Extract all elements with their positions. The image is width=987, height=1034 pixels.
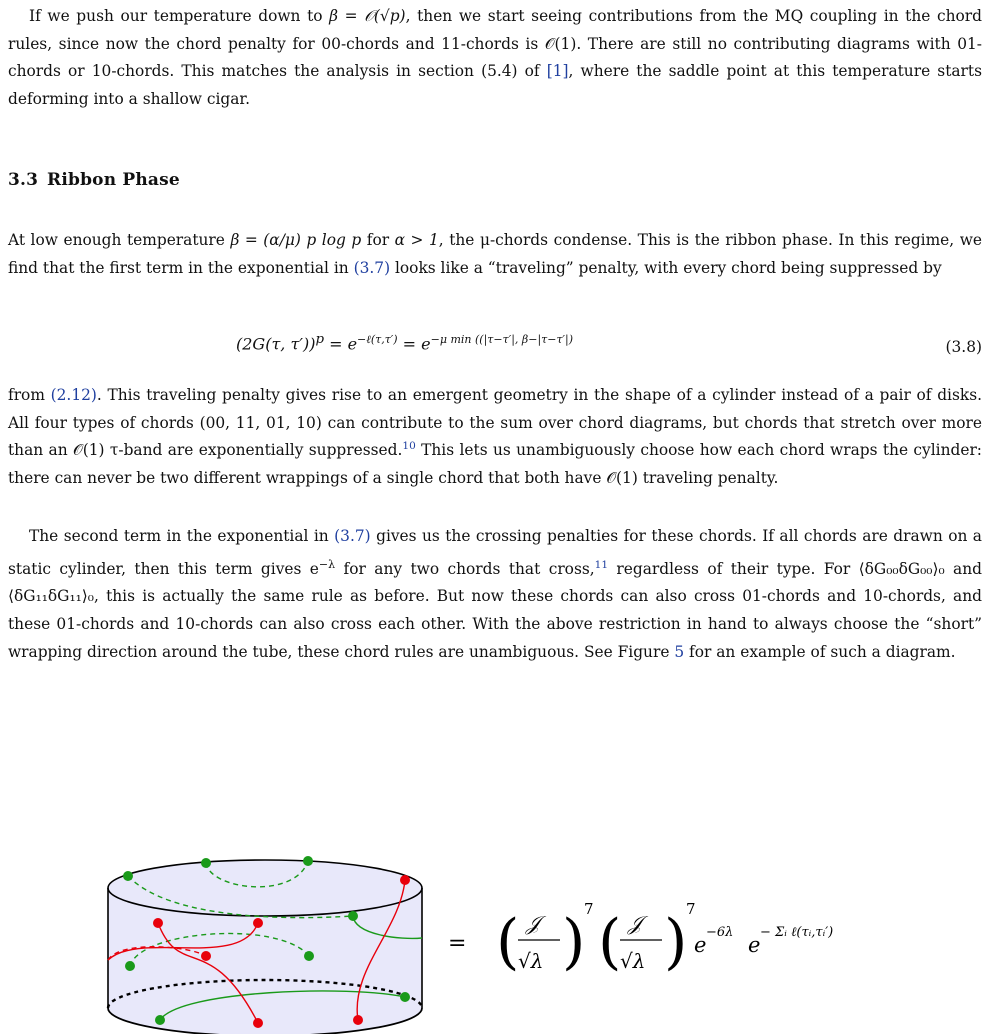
figure-equation-svg [448,892,888,992]
beta-expression: β = (α/μ) p log p [230,231,362,249]
left-paren: ( [598,907,622,977]
green-node [123,871,133,881]
equals-sign: = [448,931,467,956]
equation-lhs: (2G(τ, τ′)) [236,334,316,354]
green-node [400,992,410,1002]
text: , where the saddle point at this temperature starts deforming into a shallow cigar. [8,62,982,108]
exp-base: e [748,933,761,957]
right-paren: ) [562,907,586,977]
text: At low enough temperature [8,231,231,249]
text: looks like a “traveling” penalty, with every chord being suppressed by [390,258,942,277]
text: The second term in the exponential in [29,527,335,545]
text: for any two chords that cross, [335,559,595,578]
red-node [153,918,163,928]
green-node [201,858,211,868]
figure-equation [448,892,888,992]
equation-rhs-exponent: −μ min ((|τ−τ′|, β−|τ−τ′|) [430,333,574,346]
right-paren: ) [664,907,688,977]
equation-term: = e [323,334,358,354]
text: for [361,231,395,249]
fraction-numerator: 𝒥 [628,911,642,935]
exp-exponent: −6λ [706,925,734,940]
green-node [303,856,313,866]
citation-link[interactable]: [1] [546,62,569,81]
green-node [155,1015,165,1025]
section-number: 3.3 [8,170,39,190]
text: . This traveling penalty gives rise to an emergent geometry in the shape of a cylinder instead of a pair of disks. All four types of chords (00, 11, 01, 10) can contribute to the sum over chord diagrams, but chords that stretch over more than an 𝒪(1) τ-band are exponentially suppressed. [8,386,982,460]
fraction-numerator: 𝒥 [526,911,540,935]
equation-link[interactable]: (2.12) [50,386,97,404]
exponent: −λ [318,557,336,571]
figure-link[interactable]: 5 [674,642,685,661]
paragraph-1 [8,3,982,113]
fraction-denominator: √λ [518,949,544,973]
paragraph-2 [8,227,982,282]
cylinder-chord-diagram [100,850,430,1034]
equation-link[interactable]: (3.7) [353,258,391,277]
equation-lhs-exponent: p [315,332,324,347]
text: , the μ-chords condense. This is the ribbon phase. In this regime, we find that the first term in the exponential in [8,231,982,277]
red-node [353,1015,363,1025]
beta-expression: β = 𝒪(√p) [329,7,406,25]
red-node [400,875,410,885]
section-title: Ribbon Phase [47,170,180,190]
paragraph-4 [8,523,982,666]
text: This lets us unambiguously choose how each chord wraps the cylinder: there can never be two different wrappings of a single chord that both have 𝒪(1) traveling penalty. [8,441,982,487]
equation-mid-exponent: −ℓ(τ,τ′) [357,333,398,346]
footnote-link[interactable]: 11 [594,558,609,571]
text: If we push our temperature down to [29,7,330,25]
text: from [8,386,51,404]
equation-3-8 [8,318,982,376]
green-node [125,961,135,971]
text: for an example of such a diagram. [684,642,956,661]
text: gives us the crossing penalties for these chords. If all chords are drawn on a static cylinder, then this term gives e [8,527,982,578]
power: 7 [686,900,696,918]
left-paren: ( [496,907,520,977]
green-node [304,951,314,961]
paragraph-3 [8,382,982,492]
alpha-expression: α > 1 [394,231,439,249]
red-node [201,951,211,961]
fraction-denominator: √λ [620,949,646,973]
text: , then we start seeing contributions from the MQ coupling in the chord rules, since now the chord penalty for 00-chords and 11-chords is 𝒪(1). There are still no contributing diagrams with 01-chords or 10-chords. This matches the analysis in section (5.4) of [8,7,982,81]
green-node [348,911,358,921]
exp-base: e [694,933,707,957]
cylinder-top [108,860,422,916]
exp-exponent: − Σᵢ ℓ(τᵢ,τᵢ′) [760,925,834,940]
section-heading [8,170,180,190]
equation-term: = e [397,334,431,354]
red-node [253,918,263,928]
red-node [253,1018,263,1028]
text: regardless of their type. For ⟨δG₀₀δG₀₀⟩₀ and ⟨δG₁₁δG₁₁⟩₀, this is actually the same rule as before. But now these chords can also cross 01-chords and 10-chords, and these 01-chords and 10-chords can also cross each other. With the above restriction in hand to always choose the “short” wrapping direction around the tube, these chord rules are unambiguous. See Figure [8,559,982,661]
equation-link[interactable]: (3.7) [334,527,371,545]
equation-number: (3.8) [945,338,982,356]
footnote-link[interactable]: 10 [402,440,416,453]
equation-body [236,332,573,353]
power: 7 [584,900,594,918]
